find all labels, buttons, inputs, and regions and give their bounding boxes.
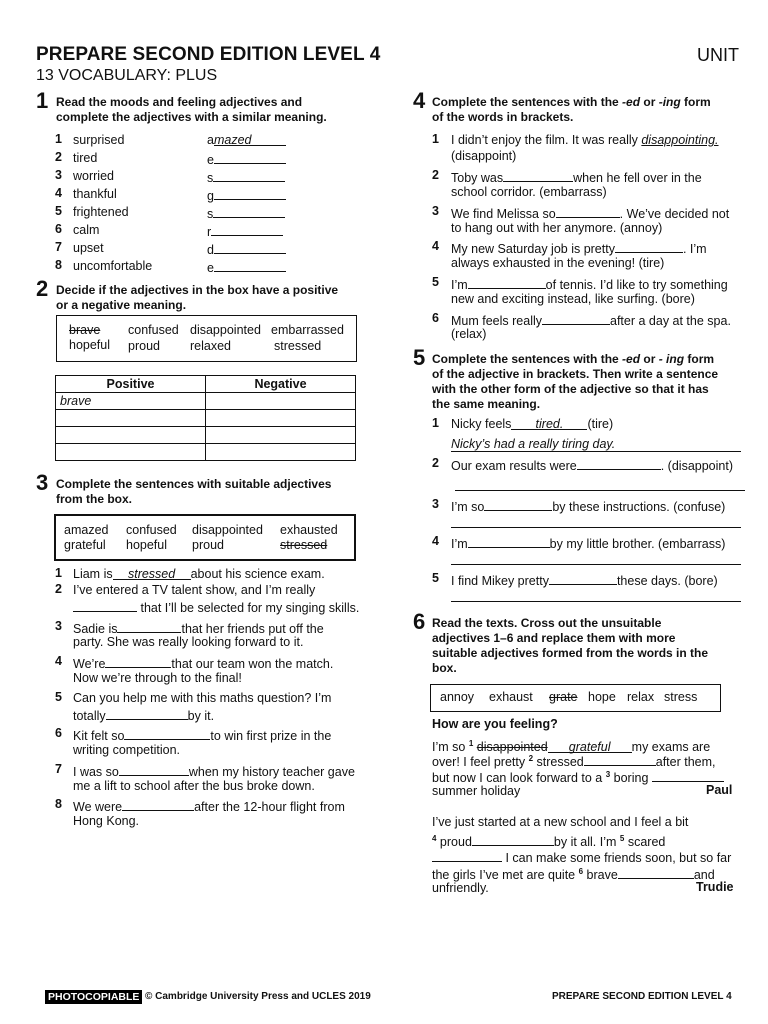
- table-cell: brave: [56, 393, 206, 410]
- mood-word: frightened: [73, 205, 129, 219]
- instruction-line: Read the texts. Cross out the unsuitable: [432, 616, 662, 630]
- answer-blank[interactable]: [432, 848, 502, 862]
- first-letter: a: [207, 133, 214, 147]
- text: . (disappoint): [660, 459, 733, 473]
- answer-blank[interactable]: [214, 258, 286, 272]
- answer-line[interactable]: [451, 564, 741, 565]
- page-subtitle: 13 VOCABULARY: PLUS: [36, 67, 218, 84]
- answer-blank[interactable]: [468, 275, 546, 289]
- item-number: 7: [55, 240, 62, 254]
- text: boring: [610, 771, 649, 786]
- text: Nicky feels: [451, 417, 512, 431]
- sentence: to hang out with her anymore. (annoy): [451, 221, 663, 235]
- box-word: proud: [192, 538, 224, 552]
- mood-word: uncomfortable: [73, 259, 153, 273]
- text: I’m so: [432, 740, 469, 755]
- answer-blank[interactable]: [117, 619, 181, 633]
- text: about his science exam.: [190, 567, 325, 581]
- answer-blank[interactable]: [472, 832, 554, 846]
- table-cell[interactable]: [206, 444, 356, 461]
- answer-line[interactable]: [455, 490, 745, 491]
- answer-blank[interactable]: [119, 762, 189, 776]
- text: I was so: [73, 765, 119, 779]
- answer-blank[interactable]: [652, 768, 724, 782]
- item-number: 1: [432, 416, 439, 430]
- signature-trudie: Trudie: [696, 880, 734, 894]
- item-number: 6: [55, 726, 62, 740]
- item-number: 2: [432, 168, 439, 182]
- item-number: 6: [432, 311, 439, 325]
- text: - ing: [658, 352, 685, 366]
- sentence: [73, 566, 325, 582]
- paragraph-line: unfriendly.: [432, 881, 489, 895]
- answer-field: [207, 240, 286, 258]
- text: that our team won the match.: [171, 657, 334, 671]
- instruction-line: Decide if the adjectives in the box have a positive: [56, 283, 339, 297]
- box-word: hopeful: [126, 538, 168, 552]
- sentence: [73, 582, 315, 598]
- answer-field: [207, 150, 286, 168]
- sentence: school corridor. (embarrass): [451, 185, 607, 199]
- instruction-line: or a negative meaning.: [56, 298, 187, 312]
- sentence: party. She was really looking forward to it.: [73, 635, 304, 649]
- text: totally: [73, 709, 106, 723]
- footer-series-title: PREPARE SECOND EDITION LEVEL 4: [552, 991, 732, 1002]
- sentence: [451, 416, 613, 432]
- text: by these instructions. (confuse): [552, 500, 726, 514]
- mood-word: surprised: [73, 133, 125, 147]
- sentence: [451, 534, 725, 552]
- box-word: embarrassed: [271, 323, 344, 337]
- item-number: 4: [55, 654, 62, 668]
- first-letter: e: [207, 261, 214, 275]
- answer-field: [207, 132, 286, 148]
- text: Complete the sentences with the: [432, 95, 623, 109]
- mood-word: upset: [73, 241, 104, 255]
- text: I’m so: [451, 500, 485, 514]
- box-word: stressed: [280, 538, 328, 552]
- positive-negative-table: [55, 375, 356, 461]
- sentence: writing competition.: [73, 743, 180, 757]
- answer-blank: grateful: [548, 739, 632, 753]
- answer-line[interactable]: [451, 527, 741, 528]
- item-number: 2: [55, 150, 62, 164]
- signature-paul: Paul: [706, 783, 733, 797]
- text: proud: [436, 835, 472, 850]
- item-number: 3: [55, 619, 62, 633]
- text: the girls I’ve met are quite: [432, 868, 579, 883]
- text: Sadie is: [73, 622, 118, 636]
- gap-number: 4: [432, 834, 437, 843]
- answer-blank[interactable]: [122, 797, 194, 811]
- answer-blank[interactable]: [468, 534, 550, 548]
- text: Kit felt so: [73, 729, 125, 743]
- answer-field: [207, 186, 286, 204]
- mood-word: thankful: [73, 187, 117, 201]
- text: . We’ve decided not: [619, 207, 730, 221]
- item-number: 5: [55, 204, 62, 218]
- answer-field: [207, 258, 286, 276]
- first-letter: s: [207, 207, 214, 221]
- text-heading: How are you feeling?: [432, 717, 558, 731]
- unit-label: UNIT: [697, 45, 739, 65]
- text: -ed: [622, 95, 641, 109]
- answer-blank[interactable]: [484, 497, 552, 511]
- answer-blank: stressed: [113, 566, 191, 580]
- exercise-4-number: 4: [413, 88, 426, 113]
- exercise-5-number: 5: [413, 345, 426, 370]
- gap-number: 6: [578, 867, 584, 876]
- box-word: relax: [627, 690, 655, 704]
- instruction-line: box.: [432, 661, 457, 675]
- answer-blank[interactable]: [106, 706, 188, 720]
- gap-number: 3: [605, 770, 611, 779]
- text: -ing: [658, 95, 681, 109]
- answer-blank[interactable]: [214, 186, 286, 200]
- answer-blank[interactable]: [213, 168, 285, 182]
- item-number: 4: [432, 534, 439, 548]
- exercise-2-number: 2: [36, 276, 49, 301]
- answer-blank[interactable]: [124, 726, 210, 740]
- answer-field: [207, 204, 285, 222]
- exercise-1-instruction: [56, 95, 327, 125]
- sentence: always exhausted in the evening! (tire): [451, 256, 665, 270]
- text: and: [693, 868, 715, 883]
- first-letter: r: [207, 225, 212, 239]
- text: . I’m: [682, 242, 707, 256]
- box-word: relaxed: [190, 339, 231, 353]
- box-word: proud: [128, 339, 160, 353]
- mood-word: worried: [73, 169, 114, 183]
- table-cell[interactable]: [56, 444, 206, 461]
- answer-blank[interactable]: [73, 598, 137, 612]
- item-number: 5: [432, 571, 439, 585]
- sentence: (disappoint): [451, 149, 517, 163]
- answer-blank[interactable]: [105, 654, 171, 668]
- text: stressed: [533, 755, 584, 770]
- exercise-4-instruction: [432, 95, 711, 125]
- sentence: [451, 132, 719, 148]
- box-word: stressed: [274, 339, 322, 353]
- text: I’m: [451, 537, 468, 551]
- answer-blank[interactable]: [211, 222, 283, 236]
- instruction-line: suitable adjectives formed from the words in the: [432, 646, 709, 660]
- exercise-6-instruction: [432, 616, 708, 676]
- answer-field: [207, 168, 285, 186]
- gap-number: 1: [468, 739, 474, 748]
- answer-line[interactable]: [451, 601, 741, 602]
- answer-blank[interactable]: [549, 571, 617, 585]
- box-word: hope: [588, 690, 616, 704]
- text: I didn’t enjoy the film. It was really: [451, 133, 642, 147]
- table-cell[interactable]: [56, 427, 206, 444]
- text: We find Melissa so: [451, 207, 556, 221]
- copyright-notice: © Cambridge University Press and UCLES 2019: [145, 991, 371, 1002]
- item-number: 8: [55, 797, 62, 811]
- text: We were: [73, 800, 123, 814]
- text: Mum feels really: [451, 314, 542, 328]
- answer-blank[interactable]: [214, 240, 286, 254]
- box-word: grateful: [64, 538, 106, 552]
- sentence: [73, 706, 214, 724]
- box-word: stress: [664, 690, 698, 704]
- item-number: 4: [55, 186, 62, 200]
- text: Complete the sentences with the: [432, 352, 623, 366]
- item-number: 7: [55, 762, 62, 776]
- text: by it.: [187, 709, 215, 723]
- example-sentence: Nicky’s had a really tiring day.: [451, 436, 741, 452]
- sentence: [73, 598, 359, 616]
- sentence: [451, 497, 725, 515]
- exercise-3-word-box: [54, 514, 356, 561]
- item-number: 5: [432, 275, 439, 289]
- sentence: Can you help me with this maths question? I’m: [73, 691, 332, 705]
- box-word: hopeful: [69, 338, 111, 352]
- paragraph-line: summer holiday: [432, 784, 521, 798]
- box-word: annoy: [440, 690, 475, 704]
- answer-blank[interactable]: [618, 865, 694, 879]
- answer-blank[interactable]: [577, 456, 661, 470]
- sentence: [451, 311, 731, 329]
- exercise-5-instruction: [432, 352, 718, 412]
- text: I’m: [451, 278, 468, 292]
- box-word: confused: [126, 523, 177, 537]
- text: I find Mikey pretty: [451, 574, 549, 588]
- exercise-6-word-box: [430, 684, 721, 712]
- mood-word: tired: [73, 151, 98, 165]
- sentence: Hong Kong.: [73, 814, 140, 828]
- instruction-line: of the adjective in brackets. Then write a sentence: [432, 367, 719, 381]
- table-cell[interactable]: [206, 410, 356, 427]
- answer-blank[interactable]: [542, 311, 610, 325]
- text: My new Saturday job is pretty: [451, 242, 615, 256]
- sentence: (relax): [451, 327, 487, 341]
- exercise-2-instruction: [56, 283, 338, 313]
- answer-blank[interactable]: mazed: [214, 132, 286, 146]
- text: that I’ll be selected for my singing skills.: [140, 601, 360, 615]
- first-letter: g: [207, 189, 214, 203]
- text: when my history teacher gave: [188, 765, 355, 779]
- table-header-positive: Positive: [56, 376, 206, 393]
- answer-blank[interactable]: [556, 204, 620, 218]
- answer-blank[interactable]: [615, 239, 683, 253]
- box-word: exhaust: [489, 690, 533, 704]
- text: by my little brother. (embarrass): [549, 537, 726, 551]
- answer-blank: tired.: [511, 416, 587, 430]
- item-number: 1: [432, 132, 439, 146]
- instruction-line: the same meaning.: [432, 397, 541, 411]
- table-cell[interactable]: [56, 410, 206, 427]
- sentence: [451, 571, 718, 589]
- answer-blank[interactable]: [503, 168, 573, 182]
- item-number: 1: [55, 566, 62, 580]
- item-number: 2: [55, 582, 62, 596]
- answer-field: [207, 222, 283, 240]
- text: We’re: [73, 657, 106, 671]
- first-letter: d: [207, 243, 214, 257]
- box-word: amazed: [64, 523, 109, 537]
- text: my exams are: [631, 740, 711, 755]
- text: but now I can look forward to a: [432, 771, 606, 786]
- first-letter: e: [207, 153, 214, 167]
- photocopiable-badge: PHOTOCOPIABLE: [45, 990, 142, 1004]
- text: when he fell over in the: [573, 171, 702, 185]
- box-word: disappointed: [190, 323, 261, 337]
- exercise-3-instruction: [56, 477, 331, 507]
- box-word: grate: [549, 690, 578, 704]
- exercise-6-number: 6: [413, 609, 426, 634]
- item-number: 5: [55, 690, 62, 704]
- text: over! I feel pretty: [432, 755, 529, 770]
- box-word: exhausted: [280, 523, 338, 537]
- sentence: new and exciting instead, like surfing. (bore): [451, 292, 695, 306]
- text: or: [640, 95, 659, 109]
- answer: disappointing.: [641, 133, 719, 147]
- first-letter: s: [207, 171, 214, 185]
- item-number: 1: [55, 132, 62, 146]
- mood-word: calm: [73, 223, 100, 237]
- instruction-line: Complete the sentences with suitable adjectives: [56, 477, 332, 491]
- text: (tire): [587, 417, 614, 431]
- item-number: 8: [55, 258, 62, 272]
- text: brave: [583, 868, 618, 883]
- text: Our exam results were: [451, 459, 577, 473]
- table-cell[interactable]: [206, 427, 356, 444]
- box-word: confused: [128, 323, 179, 337]
- gap-number: 5: [619, 834, 625, 843]
- table-header-negative: Negative: [206, 376, 356, 393]
- answer-blank[interactable]: [584, 752, 656, 766]
- exercise-3-number: 3: [36, 470, 49, 495]
- instruction-line: complete the adjectives with a similar meaning.: [56, 110, 327, 124]
- exercise-1-number: 1: [36, 88, 49, 113]
- exercise-2-word-box: [56, 315, 357, 362]
- item-number: 6: [55, 222, 62, 236]
- item-number: 3: [432, 204, 439, 218]
- text: -ed: [622, 352, 641, 366]
- text: these days. (bore): [616, 574, 718, 588]
- answer-blank[interactable]: [214, 150, 286, 164]
- item-number: 3: [432, 497, 439, 511]
- item-number: 3: [55, 168, 62, 182]
- paragraph-line: I’ve just started at a new school and I feel a bit: [432, 815, 689, 829]
- sentence: Now we’re through to the final!: [73, 671, 242, 685]
- instruction-line: with the other form of the adjective so that it has: [432, 382, 709, 396]
- instruction-line: from the box.: [56, 492, 133, 506]
- table-cell[interactable]: [206, 393, 356, 410]
- text: I’ve entered a TV talent show, and I’m really: [73, 583, 316, 597]
- text: form: [684, 352, 715, 366]
- text: Liam is: [73, 567, 113, 581]
- text: after them,: [655, 755, 716, 770]
- text: after the 12-hour flight from: [194, 800, 345, 814]
- sentence: [451, 456, 733, 474]
- text: of tennis. I’d like to try something: [545, 278, 728, 292]
- text: form: [680, 95, 711, 109]
- answer-blank[interactable]: [213, 204, 285, 218]
- text: by it all. I’m: [553, 835, 620, 850]
- box-word: brave: [69, 323, 101, 337]
- page-title: PREPARE SECOND EDITION LEVEL 4: [36, 44, 381, 65]
- instruction-line: of the words in brackets.: [432, 110, 574, 124]
- text: Toby was: [451, 171, 504, 185]
- instruction-line: adjectives 1–6 and replace them with more: [432, 631, 676, 645]
- instruction-line: Read the moods and feeling adjectives and: [56, 95, 303, 109]
- gap-number: 2: [528, 754, 534, 763]
- text: to win first prize in the: [210, 729, 332, 743]
- text: I can make some friends soon, but so far: [505, 851, 732, 865]
- item-number: 2: [432, 456, 439, 470]
- text: scared: [624, 835, 666, 850]
- crossed-word: disappointed: [476, 740, 548, 755]
- sentence: me a lift to school after the bus broke down.: [73, 779, 315, 793]
- box-word: disappointed: [192, 523, 263, 537]
- text: or: [640, 352, 659, 366]
- text: after a day at the spa.: [610, 314, 731, 328]
- text: that her friends put off the: [181, 622, 324, 636]
- item-number: 4: [432, 239, 439, 253]
